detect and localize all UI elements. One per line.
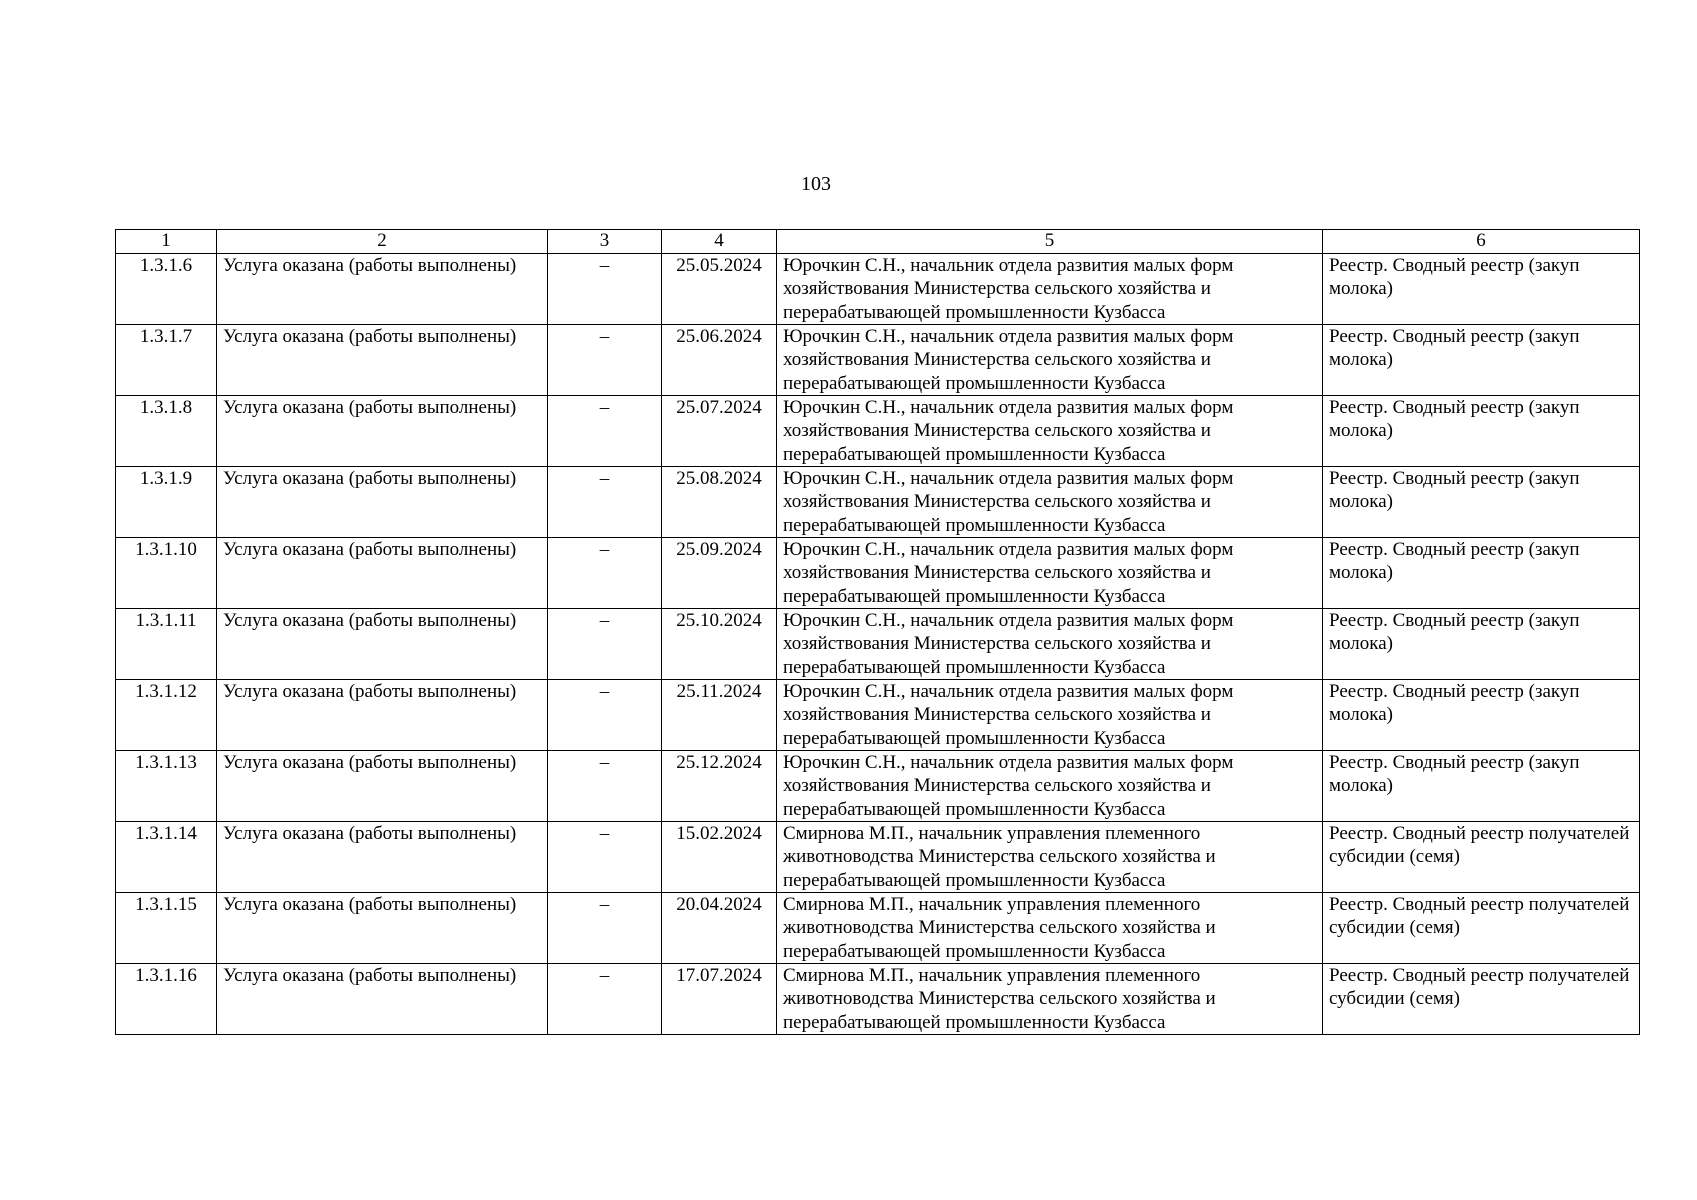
cell-number: 1.3.1.7 [116, 325, 217, 396]
cell-responsible: Юрочкин С.Н., начальник отдела развития малых форм хозяйствования Министерства сельского хозяйства и перерабатывающей промышленности Кузбасса [777, 325, 1323, 396]
cell-date: 25.09.2024 [662, 538, 777, 609]
cell-result: Услуга оказана (работы выполнены) [217, 964, 548, 1035]
cell-responsible: Юрочкин С.Н., начальник отдела развития малых форм хозяйствования Министерства сельского хозяйства и перерабатывающей промышленности Кузбасса [777, 751, 1323, 822]
cell-responsible: Юрочкин С.Н., начальник отдела развития малых форм хозяйствования Министерства сельского хозяйства и перерабатывающей промышленности Кузбасса [777, 396, 1323, 467]
table-row [116, 467, 1640, 538]
cell-document: Реестр. Сводный реестр (закуп молока) [1323, 538, 1640, 609]
cell-responsible: Смирнова М.П., начальник управления племенного животноводства Министерства сельского хозяйства и перерабатывающей промышленности Кузбасса [777, 964, 1323, 1035]
cell-responsible: Юрочкин С.Н., начальник отдела развития малых форм хозяйствования Министерства сельского хозяйства и перерабатывающей промышленности Кузбасса [777, 609, 1323, 680]
cell-number: 1.3.1.11 [116, 609, 217, 680]
table-row [116, 751, 1640, 822]
cell-number: 1.3.1.9 [116, 467, 217, 538]
header-col-6: 6 [1323, 230, 1640, 254]
header-col-4: 4 [662, 230, 777, 254]
cell-result: Услуга оказана (работы выполнены) [217, 396, 548, 467]
cell-result: Услуга оказана (работы выполнены) [217, 680, 548, 751]
cell-date: 25.07.2024 [662, 396, 777, 467]
cell-dash: – [548, 964, 662, 1035]
cell-number: 1.3.1.16 [116, 964, 217, 1035]
table-row [116, 325, 1640, 396]
table-body [116, 254, 1640, 1035]
cell-responsible: Юрочкин С.Н., начальник отдела развития малых форм хозяйствования Министерства сельского хозяйства и перерабатывающей промышленности Кузбасса [777, 254, 1323, 325]
page-number: 103 [801, 173, 831, 195]
cell-result: Услуга оказана (работы выполнены) [217, 254, 548, 325]
cell-number: 1.3.1.6 [116, 254, 217, 325]
table-row [116, 893, 1640, 964]
cell-dash: – [548, 822, 662, 893]
header-col-1: 1 [116, 230, 217, 254]
table-row [116, 396, 1640, 467]
cell-result: Услуга оказана (работы выполнены) [217, 325, 548, 396]
cell-dash: – [548, 254, 662, 325]
cell-date: 25.10.2024 [662, 609, 777, 680]
document-table [115, 229, 1640, 1035]
cell-document: Реестр. Сводный реестр (закуп молока) [1323, 467, 1640, 538]
cell-number: 1.3.1.10 [116, 538, 217, 609]
cell-result: Услуга оказана (работы выполнены) [217, 538, 548, 609]
table-row [116, 538, 1640, 609]
cell-dash: – [548, 325, 662, 396]
cell-dash: – [548, 893, 662, 964]
cell-result: Услуга оказана (работы выполнены) [217, 751, 548, 822]
cell-dash: – [548, 609, 662, 680]
table-row [116, 680, 1640, 751]
cell-date: 25.08.2024 [662, 467, 777, 538]
table-row [116, 609, 1640, 680]
cell-result: Услуга оказана (работы выполнены) [217, 822, 548, 893]
cell-responsible: Смирнова М.П., начальник управления племенного животноводства Министерства сельского хозяйства и перерабатывающей промышленности Кузбасса [777, 893, 1323, 964]
cell-dash: – [548, 467, 662, 538]
header-col-3: 3 [548, 230, 662, 254]
cell-date: 20.04.2024 [662, 893, 777, 964]
cell-result: Услуга оказана (работы выполнены) [217, 467, 548, 538]
table-row [116, 964, 1640, 1035]
header-col-2: 2 [217, 230, 548, 254]
cell-dash: – [548, 396, 662, 467]
cell-date: 15.02.2024 [662, 822, 777, 893]
table-row [116, 822, 1640, 893]
cell-document: Реестр. Сводный реестр (закуп молока) [1323, 325, 1640, 396]
cell-document: Реестр. Сводный реестр получателей субсидии (семя) [1323, 822, 1640, 893]
table-header-row [116, 230, 1640, 254]
cell-document: Реестр. Сводный реестр (закуп молока) [1323, 609, 1640, 680]
header-col-5: 5 [777, 230, 1323, 254]
cell-dash: – [548, 538, 662, 609]
cell-date: 17.07.2024 [662, 964, 777, 1035]
cell-date: 25.06.2024 [662, 325, 777, 396]
cell-number: 1.3.1.13 [116, 751, 217, 822]
cell-document: Реестр. Сводный реестр (закуп молока) [1323, 680, 1640, 751]
cell-number: 1.3.1.14 [116, 822, 217, 893]
cell-result: Услуга оказана (работы выполнены) [217, 893, 548, 964]
cell-responsible: Юрочкин С.Н., начальник отдела развития малых форм хозяйствования Министерства сельского хозяйства и перерабатывающей промышленности Кузбасса [777, 467, 1323, 538]
cell-document: Реестр. Сводный реестр получателей субсидии (семя) [1323, 893, 1640, 964]
cell-responsible: Юрочкин С.Н., начальник отдела развития малых форм хозяйствования Министерства сельского хозяйства и перерабатывающей промышленности Кузбасса [777, 538, 1323, 609]
cell-date: 25.11.2024 [662, 680, 777, 751]
cell-date: 25.05.2024 [662, 254, 777, 325]
cell-number: 1.3.1.15 [116, 893, 217, 964]
cell-date: 25.12.2024 [662, 751, 777, 822]
cell-responsible: Юрочкин С.Н., начальник отдела развития малых форм хозяйствования Министерства сельского хозяйства и перерабатывающей промышленности Кузбасса [777, 680, 1323, 751]
cell-responsible: Смирнова М.П., начальник управления племенного животноводства Министерства сельского хозяйства и перерабатывающей промышленности Кузбасса [777, 822, 1323, 893]
cell-dash: – [548, 680, 662, 751]
cell-number: 1.3.1.12 [116, 680, 217, 751]
cell-document: Реестр. Сводный реестр получателей субсидии (семя) [1323, 964, 1640, 1035]
cell-document: Реестр. Сводный реестр (закуп молока) [1323, 751, 1640, 822]
cell-document: Реестр. Сводный реестр (закуп молока) [1323, 254, 1640, 325]
table-row [116, 254, 1640, 325]
cell-number: 1.3.1.8 [116, 396, 217, 467]
cell-result: Услуга оказана (работы выполнены) [217, 609, 548, 680]
cell-dash: – [548, 751, 662, 822]
cell-document: Реестр. Сводный реестр (закуп молока) [1323, 396, 1640, 467]
